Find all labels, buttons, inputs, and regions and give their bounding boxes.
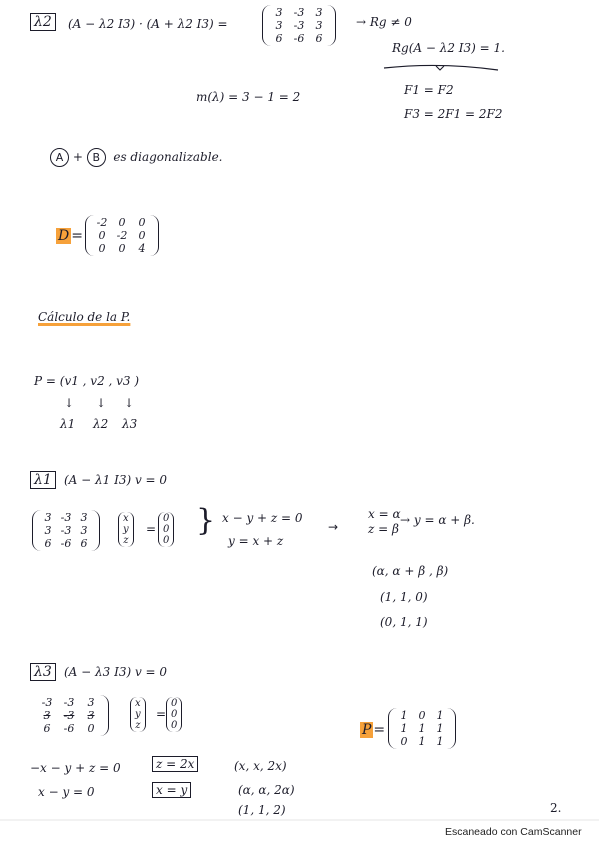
p-lambda-1: λ1 xyxy=(60,417,76,431)
p-lambda-2: λ2 xyxy=(93,417,109,431)
lambda3-gen2: (α, α, 2α) xyxy=(238,783,295,797)
p-arrow-1: ↓ xyxy=(64,396,75,410)
lambda3-gen1: (x, x, 2x) xyxy=(234,759,287,773)
lambda1-unknown-vector: x y z xyxy=(118,512,134,547)
p-arrow-2: ↓ xyxy=(96,396,107,410)
lambda1-label: λ1 xyxy=(30,472,56,488)
diag-label: D = xyxy=(58,228,83,244)
lambda3-eq2: x − y = 0 xyxy=(38,785,95,799)
lambda1-eq1: x − y + z = 0 xyxy=(222,511,303,525)
boxed-x: x = y xyxy=(152,784,191,798)
lambda1-result: → y = α + β. xyxy=(400,513,475,527)
p-definition: P = (v1 , v2 , v3 ) xyxy=(34,374,140,388)
calc-title: Cálculo de la P. xyxy=(38,310,131,324)
boxed-z: z = 2x xyxy=(152,758,198,772)
a-circle: A xyxy=(50,148,69,167)
lambda2-label: λ2 xyxy=(30,14,56,30)
b-circle: B xyxy=(87,148,106,167)
diagonalizable-statement: A + B es diagonalizable. xyxy=(50,148,222,167)
lambda1-equation: (A − λ1 I3) v = 0 xyxy=(64,473,168,487)
lambda3-unknown-vector: x y z xyxy=(130,697,146,732)
rank-arrow: → Rg ≠ 0 xyxy=(356,15,412,29)
system-brace: } xyxy=(196,503,216,538)
row-relation-1: F1 = F2 xyxy=(404,83,454,97)
equals-sign-2: = xyxy=(156,707,167,721)
row-relation-2: F3 = 2F1 = 2F2 xyxy=(404,107,503,121)
lambda1-matrix: 3 -3 3 3 -3 3 6 -6 6 xyxy=(32,510,100,551)
page-number: 2. xyxy=(550,801,562,815)
header-matrix: 3 -3 3 3 -3 3 6 -6 6 xyxy=(262,5,336,46)
lambda3-eq1: −x − y + z = 0 xyxy=(30,761,121,775)
lambda3-zero-vector: 0 0 0 xyxy=(166,697,182,732)
param-z: z = β xyxy=(368,522,399,536)
lambda1-general: (α, α + β , β) xyxy=(372,564,449,578)
arrow-icon: → xyxy=(328,520,339,534)
lambda1-v1: (1, 1, 0) xyxy=(380,590,428,604)
lambda3-label: λ3 xyxy=(30,664,56,680)
lambda1-v2: (0, 1, 1) xyxy=(380,615,428,629)
lambda1-eq2: y = x + z xyxy=(228,534,284,548)
rank-line: Rg(A − λ2 I3) = 1. xyxy=(392,41,505,55)
header-equation: (A − λ2 I3) · (A + λ2 I3) = xyxy=(68,17,228,31)
lambda3-matrix: -3 -3 3 3 -3 3 6 -6 0 xyxy=(30,695,109,736)
diagonal-matrix: -2 0 0 0 -2 0 0 0 4 xyxy=(85,215,159,256)
scanner-watermark: Escaneado con CamScanner xyxy=(445,826,582,838)
p-matrix: 1 0 1 1 1 1 0 1 1 xyxy=(388,708,456,749)
lambda3-v3: (1, 1, 2) xyxy=(238,803,286,817)
p-label: P = xyxy=(362,722,386,738)
p-arrow-3: ↓ xyxy=(124,396,135,410)
lambda3-equation: (A − λ3 I3) v = 0 xyxy=(64,665,168,679)
param-x: x = α xyxy=(368,507,401,521)
equals-sign: = xyxy=(146,522,157,536)
p-lambda-3: λ3 xyxy=(122,417,138,431)
lambda1-zero-vector: 0 0 0 xyxy=(158,512,174,547)
algebraic-multiplicity: m(λ) = 3 − 1 = 2 xyxy=(196,90,301,104)
